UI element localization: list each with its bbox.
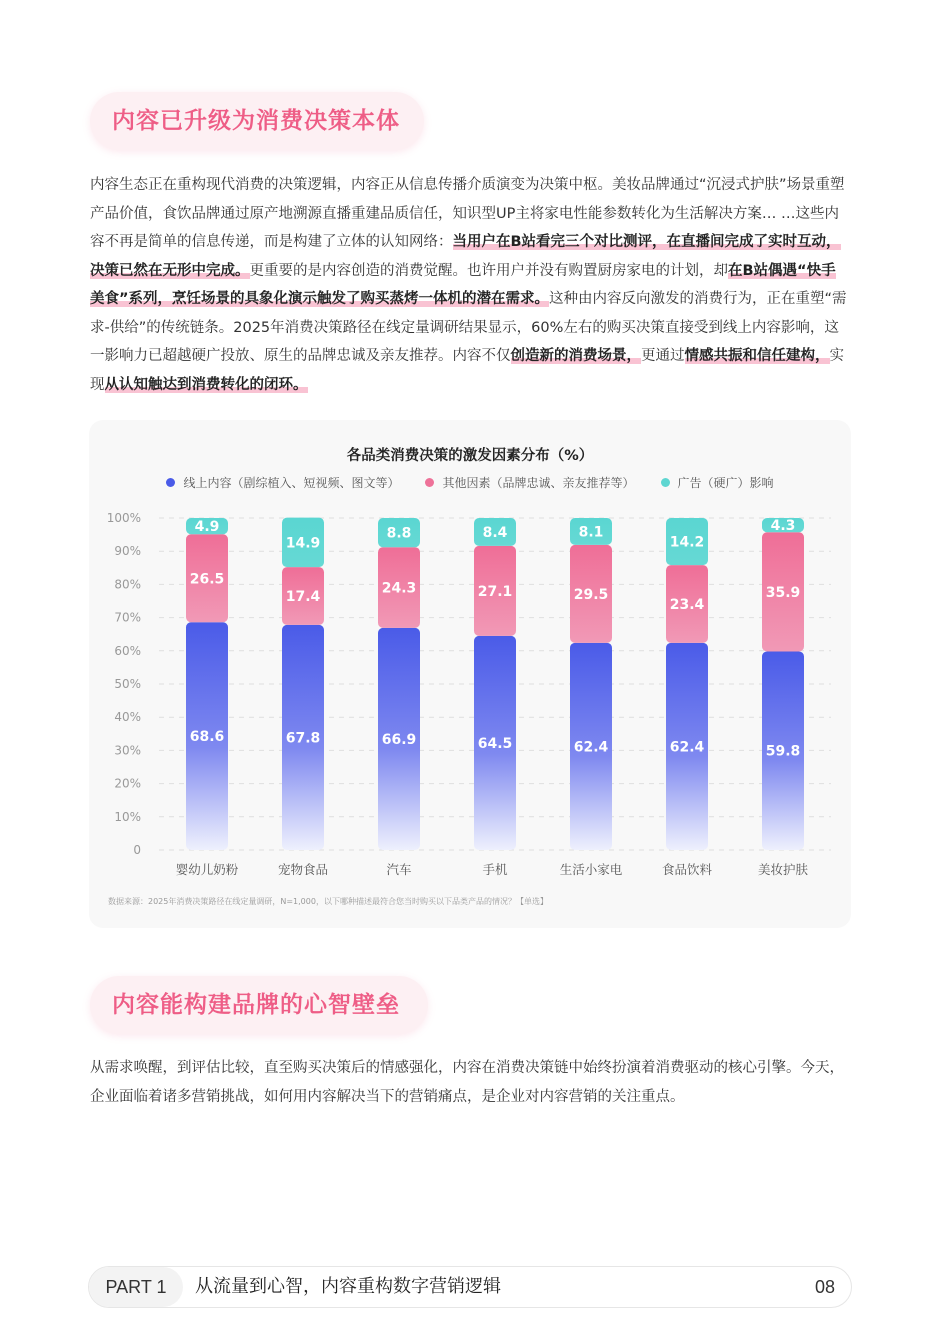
para-highlight: 情感共振和信任建构， <box>684 348 830 364</box>
data-label: 62.4 <box>669 739 705 756</box>
data-label: 24.3 <box>381 580 417 597</box>
section2-paragraph: 从需求唤醒，到评估比较，直至购买决策后的情感强化，内容在消费决策链中始终扮演着消费驱动的核心引擎。今天，企业面临着诸多营销挑战，如何用内容解决当下的营销痛点，是企业对内容营销的关注重点。 <box>90 1060 844 1105</box>
page-footer <box>88 1266 852 1308</box>
section-title-brand-mind: 内容能构建品牌的心智壁垒 <box>90 976 428 1034</box>
chart-source-note: 数据来源：2025年消费决策路径在线定量调研，N=1,000，以下哪种描述最符合您当时购买以下品类产品的情况？【单选】 <box>108 897 548 906</box>
x-tick-label: 食品饮料 <box>661 862 713 877</box>
para-highlight: 当用户在B站看完三个对比测评，在直播间完成了实时互动，决策已然在无形中完成。 <box>90 234 841 279</box>
y-tick-label: 30% <box>114 743 141 758</box>
page-number: 08 <box>814 1277 835 1297</box>
data-label: 29.5 <box>573 586 609 603</box>
legend-item-other <box>425 474 634 491</box>
section-title-content-decision: 内容已升级为消费决策本体 <box>90 92 424 150</box>
para-seg: 更通过 <box>641 348 685 364</box>
data-label: 17.4 <box>285 589 321 606</box>
y-tick-label: 80% <box>114 577 141 592</box>
data-label: 66.9 <box>381 731 417 748</box>
data-label: 26.5 <box>189 571 225 588</box>
para-highlight: 创造新的消费场景， <box>510 348 641 364</box>
x-tick-label: 生活小家电 <box>559 862 623 877</box>
data-label: 23.4 <box>669 596 705 613</box>
y-tick-label: 70% <box>114 610 141 625</box>
x-tick-label: 汽车 <box>386 862 412 877</box>
legend-dot-icon <box>166 478 175 487</box>
data-label: 8.1 <box>578 524 604 541</box>
x-tick-label: 宠物食品 <box>277 862 329 877</box>
x-tick-label: 美妆护肤 <box>757 862 809 877</box>
para-seg: 这种由内容反向激发的消费行为，正在重塑“需求-供给”的传统链条。2025年消费决策路径在线定量调研结果显示，60%左右的购买决策直接受到线上内容影响，这一影响力已超越硬广投放、原生的品牌忠诚及亲友推荐。内容不仅 <box>90 291 847 364</box>
x-tick-label: 婴幼儿奶粉 <box>175 862 239 877</box>
y-tick-label: 20% <box>114 776 141 791</box>
data-label: 8.8 <box>386 525 412 542</box>
chart-legend <box>89 474 851 491</box>
y-tick-label: 40% <box>114 710 141 725</box>
data-label: 68.6 <box>189 729 225 746</box>
data-label: 4.3 <box>770 518 796 535</box>
para-highlight: 从认知触达到消费转化的闭环。 <box>104 376 308 393</box>
y-tick-label: 90% <box>114 544 141 559</box>
legend-label: 其他因素（品牌忠诚、亲友推荐等） <box>442 476 635 490</box>
footer-part-badge: PART 1 <box>89 1267 183 1307</box>
legend-item-ads <box>661 474 774 491</box>
footer-title: 从流量到心智，内容重构数字营销逻辑 <box>195 1276 501 1297</box>
stacked-bar-chart <box>89 420 851 928</box>
section1-paragraph <box>90 171 850 399</box>
legend-label: 线上内容（剧综植入、短视频、图文等） <box>183 476 400 490</box>
y-tick-label: 100% <box>106 511 141 525</box>
y-tick-label: 50% <box>114 677 141 691</box>
data-label: 27.1 <box>477 583 513 600</box>
y-tick-label: 60% <box>114 643 141 658</box>
x-tick-label: 手机 <box>482 862 508 877</box>
chart-card <box>89 420 851 928</box>
data-label: 14.9 <box>285 535 321 552</box>
y-tick-label: 0 <box>133 843 141 857</box>
para-seg: 更重要的是内容创造的消费觉醒。也许用户并没有购置厨房家电的计划，却 <box>249 262 728 279</box>
y-tick-label: 10% <box>114 809 141 824</box>
data-label: 67.8 <box>285 730 321 747</box>
data-label: 35.9 <box>765 584 801 601</box>
legend-item-online <box>166 474 399 491</box>
data-label: 4.9 <box>194 519 220 536</box>
data-label: 59.8 <box>765 743 801 760</box>
para-seg: 实现 <box>90 348 844 393</box>
legend-dot-icon <box>425 478 434 487</box>
para-seg: 内容生态正在重构现代消费的决策逻辑，内容正从信息传播介质演变为决策中枢。美妆品牌通过“沉浸式护肤”场景重塑产品价值，食饮品牌通过原产地溯源直播重建品质信任，知识型UP主将家电性能参数转化为生活解决方案… …这些内容不再是简单的信息传递，而是构建了立体的认知网络： <box>90 177 845 250</box>
data-label: 62.4 <box>573 739 609 756</box>
para-highlight: 在B站偶遇“快手美食”系列，烹饪场景的具象化演示触发了购买蒸烤一体机的潜在需求。 <box>90 262 836 307</box>
chart-title: 各品类消费决策的激发因素分布（%） <box>346 448 594 464</box>
data-label: 64.5 <box>477 735 513 752</box>
data-label: 14.2 <box>669 534 705 551</box>
legend-dot-icon <box>661 478 670 487</box>
legend-label: 广告（硬广）影响 <box>677 476 774 490</box>
data-label: 8.4 <box>482 524 508 541</box>
